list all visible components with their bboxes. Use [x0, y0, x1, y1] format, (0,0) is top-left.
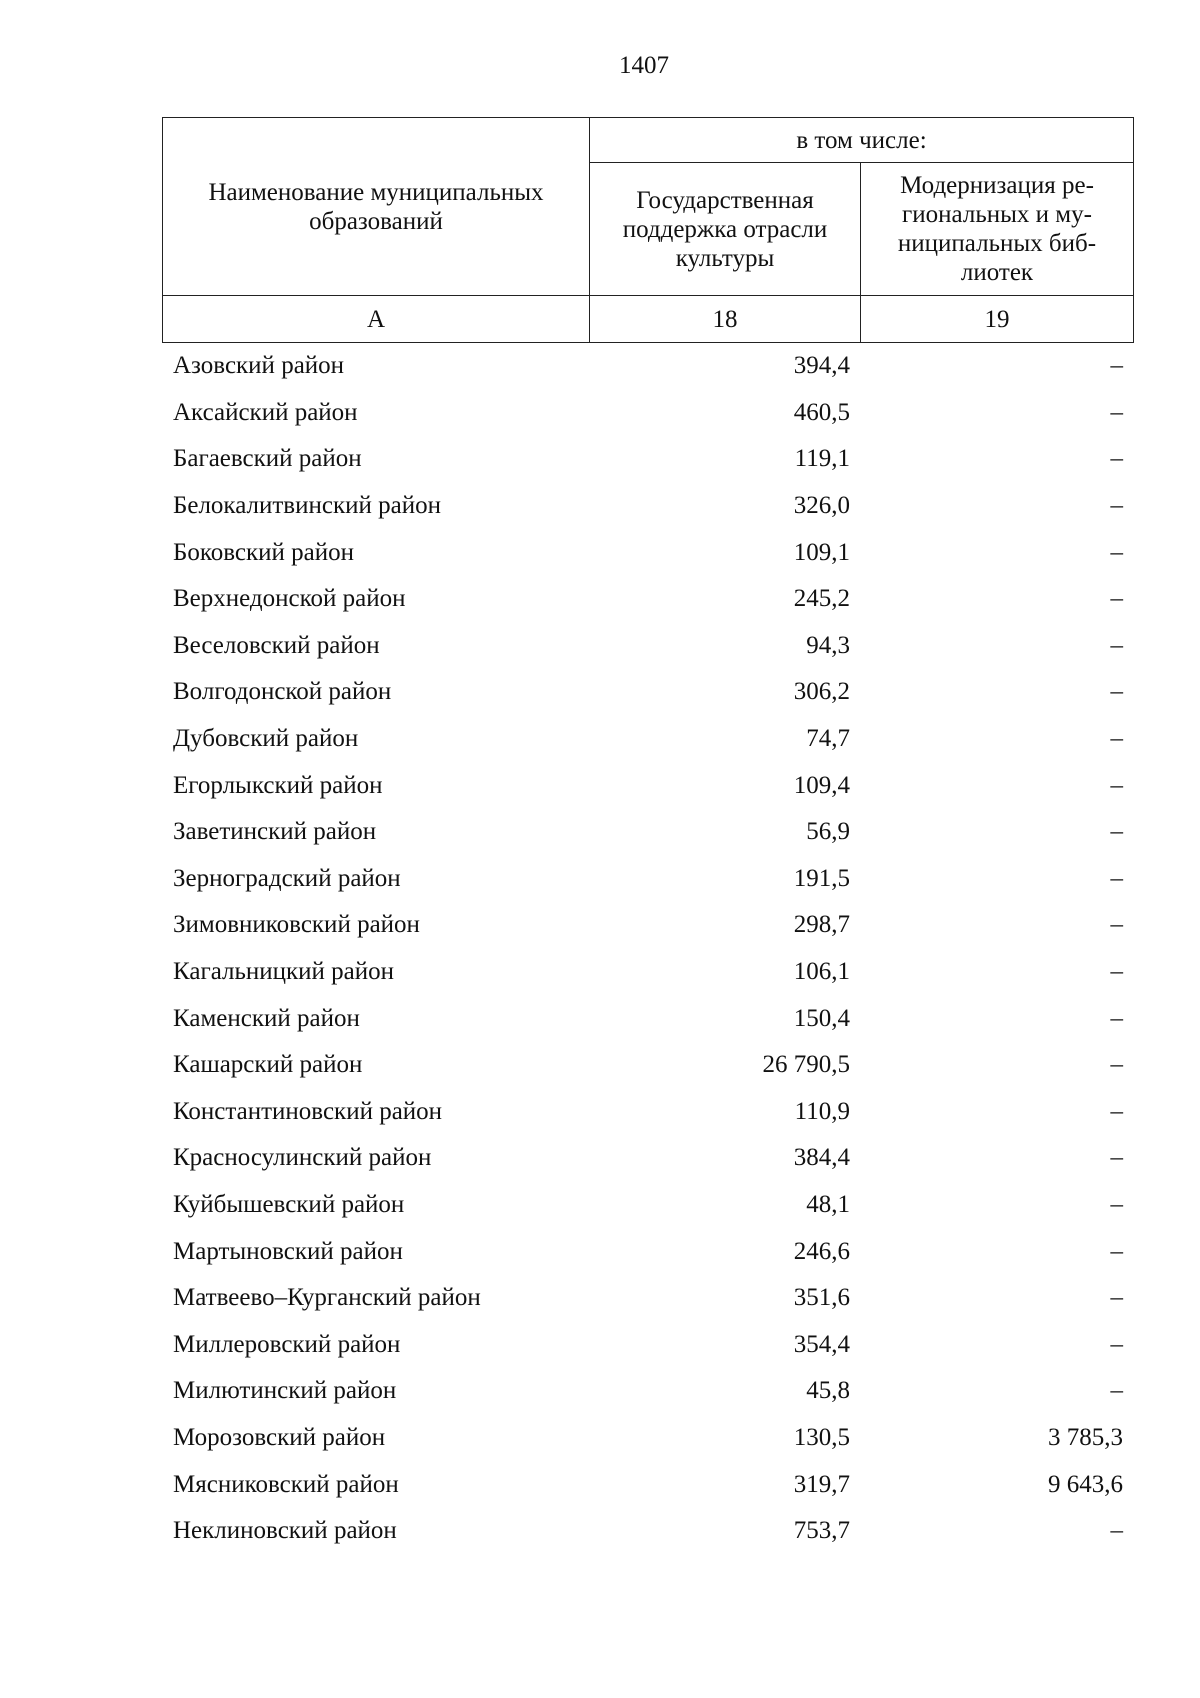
value-col19: –: [1110, 585, 1123, 613]
value-col18: 354,4: [793, 1330, 850, 1358]
municipality-name: Зерноградский район: [173, 864, 401, 892]
value-col18: 109,4: [793, 771, 850, 799]
value-col18: 45,8: [806, 1377, 850, 1405]
municipality-name: Константиновский район: [173, 1097, 443, 1125]
value-col18: 150,4: [793, 1004, 850, 1032]
value-col19: –: [1110, 911, 1123, 939]
header-col19-label: Модернизация ре-гиональных и му-ниципальных биб-лиотек: [897, 172, 1097, 286]
value-col19: –: [1110, 864, 1123, 892]
table-row: [162, 623, 1133, 670]
value-col18: 74,7: [806, 725, 850, 753]
header-col-a-num: А: [163, 296, 590, 343]
value-col19: –: [1110, 1004, 1123, 1032]
value-col18: 394,4: [793, 352, 850, 380]
page-number: 1407: [619, 52, 669, 79]
municipality-name: Багаевский район: [173, 445, 362, 473]
table-row: [162, 436, 1133, 483]
table-row: [162, 576, 1133, 623]
value-col18: 384,4: [793, 1144, 850, 1172]
value-col18: 106,1: [793, 958, 850, 986]
value-col19: –: [1110, 1330, 1123, 1358]
table-row: [162, 809, 1133, 856]
municipality-name: Матвеево–Курганский район: [173, 1284, 481, 1312]
value-col19: –: [1110, 1237, 1123, 1265]
table-row: [162, 1135, 1133, 1182]
value-col19: –: [1110, 771, 1123, 799]
value-col19: –: [1110, 1190, 1123, 1218]
table-row: [162, 390, 1133, 437]
table-row: [162, 1275, 1133, 1322]
table-row: [162, 1228, 1133, 1275]
table-row: [162, 1508, 1133, 1555]
municipality-name: Милютинский район: [173, 1377, 397, 1405]
value-col19: –: [1110, 1284, 1123, 1312]
value-col19: –: [1110, 818, 1123, 846]
value-col18: 26 790,5: [762, 1051, 850, 1079]
table-row: [162, 483, 1133, 530]
table-row: [162, 1089, 1133, 1136]
value-col19: –: [1110, 1517, 1123, 1545]
value-col18: 460,5: [793, 398, 850, 426]
table-row: [162, 716, 1133, 763]
table-row: [162, 1368, 1133, 1415]
value-col18: 753,7: [793, 1517, 850, 1545]
municipality-name: Неклиновский район: [173, 1517, 397, 1545]
table-header: [162, 117, 1134, 343]
value-col19: –: [1110, 352, 1123, 380]
municipality-name: Морозовский район: [173, 1423, 386, 1451]
municipality-name: Азовский район: [173, 352, 345, 380]
table-row: [162, 1321, 1133, 1368]
value-col19: –: [1110, 1051, 1123, 1079]
table-row: [162, 949, 1133, 996]
municipality-name: Красносулинский район: [173, 1144, 432, 1172]
municipality-name: Верхнедонской район: [173, 585, 406, 613]
value-col19: –: [1110, 492, 1123, 520]
value-col19: –: [1110, 631, 1123, 659]
value-col18: 326,0: [793, 492, 850, 520]
value-col18: 319,7: [793, 1470, 850, 1498]
value-col18: 109,1: [793, 538, 850, 566]
value-col19: –: [1110, 445, 1123, 473]
municipality-name: Веселовский район: [173, 631, 380, 659]
municipality-name: Боковский район: [173, 538, 354, 566]
municipality-name: Мясниковский район: [173, 1470, 399, 1498]
value-col18: 110,9: [794, 1097, 850, 1125]
value-col18: 306,2: [793, 678, 850, 706]
value-col19: –: [1110, 678, 1123, 706]
value-col19: –: [1110, 725, 1123, 753]
municipality-name: Белокалитвинский район: [173, 492, 441, 520]
value-col18: 245,2: [793, 585, 850, 613]
table-row: [162, 343, 1133, 390]
value-col18: 94,3: [806, 631, 850, 659]
value-col18: 56,9: [806, 818, 850, 846]
value-col18: 48,1: [806, 1190, 850, 1218]
value-col18: 130,5: [793, 1423, 850, 1451]
municipality-name: Дубовский район: [173, 725, 359, 753]
municipality-name: Каменский район: [173, 1004, 360, 1032]
municipality-name: Миллеровский район: [173, 1330, 401, 1358]
header-name-column-label: Наименование муниципальных образований: [208, 178, 544, 235]
municipality-name: Заветинский район: [173, 818, 377, 846]
municipality-name: Куйбышевский район: [173, 1190, 405, 1218]
header-group: [590, 118, 1134, 163]
table-row: [162, 902, 1133, 949]
municipality-name: Егорлыкский район: [173, 771, 383, 799]
value-col18: 298,7: [793, 911, 850, 939]
value-col19: –: [1110, 538, 1123, 566]
value-col19: –: [1110, 958, 1123, 986]
municipality-name: Кашарский район: [173, 1051, 363, 1079]
municipality-name: Мартыновский район: [173, 1237, 403, 1265]
table-row: [162, 669, 1133, 716]
municipality-name: Волгодонской район: [173, 678, 392, 706]
value-col18: 119,1: [794, 445, 850, 473]
municipality-name: Аксайский район: [173, 398, 358, 426]
header-col18-label: Государственная поддержка отрасли культуры: [622, 186, 828, 272]
header-name-column: [163, 118, 590, 296]
header-col18-num: 18: [590, 296, 861, 343]
value-col18: 351,6: [793, 1284, 850, 1312]
municipality-name: Кагальницкий район: [173, 958, 395, 986]
table-row: [162, 1042, 1133, 1089]
table-body: [162, 343, 1133, 1554]
table-row: [162, 1461, 1133, 1508]
value-col18: 246,6: [793, 1237, 850, 1265]
table-row: [162, 856, 1133, 903]
value-col19: –: [1110, 1377, 1123, 1405]
municipality-name: Зимовниковский район: [173, 911, 420, 939]
table-row: [162, 1415, 1133, 1462]
header-col18: [590, 163, 861, 296]
value-col18: 191,5: [793, 864, 850, 892]
header-group-label: в том числе:: [796, 126, 927, 154]
value-col19: 9 643,6: [1048, 1470, 1123, 1498]
table-row: [162, 1182, 1133, 1229]
value-col19: –: [1110, 398, 1123, 426]
table-row: [162, 995, 1133, 1042]
header-col19: [861, 163, 1134, 296]
value-col19: –: [1110, 1144, 1123, 1172]
table-row: [162, 762, 1133, 809]
header-col19-num: 19: [861, 296, 1134, 343]
table-row: [162, 529, 1133, 576]
value-col19: 3 785,3: [1048, 1423, 1123, 1451]
value-col19: –: [1110, 1097, 1123, 1125]
